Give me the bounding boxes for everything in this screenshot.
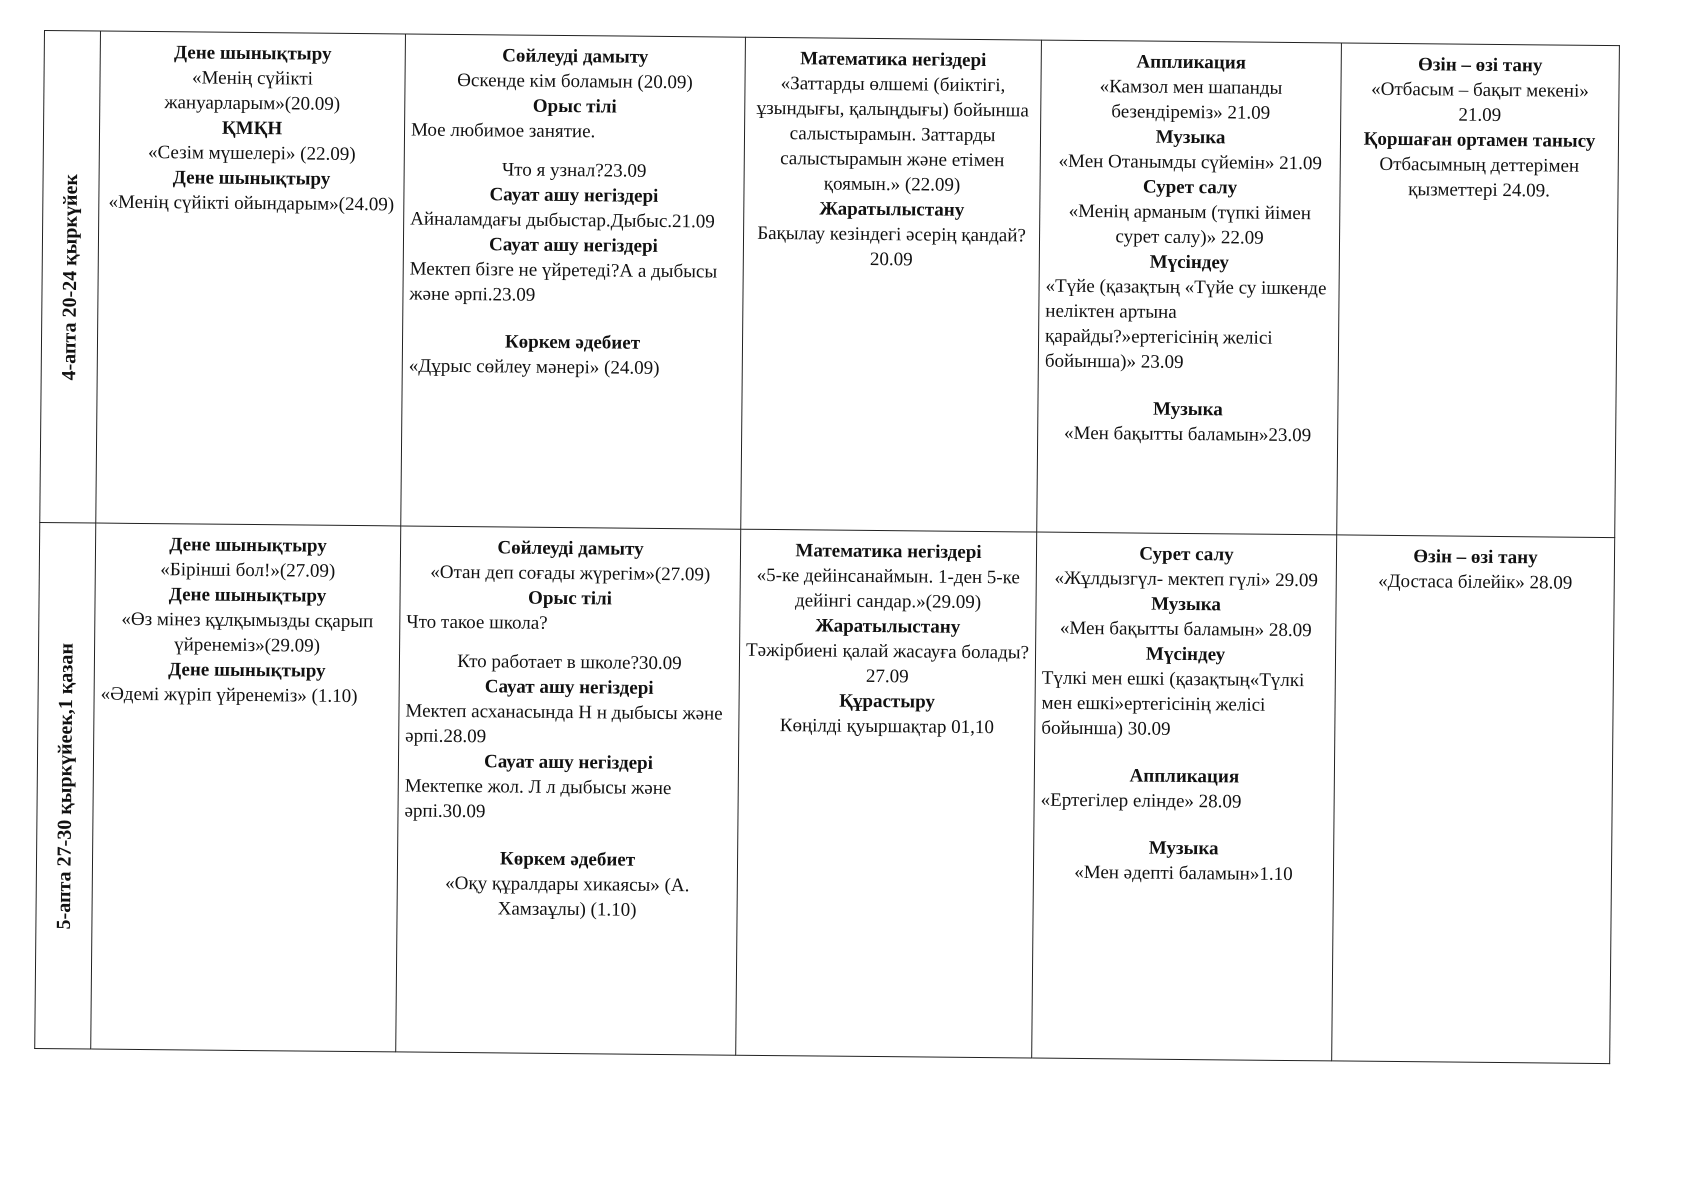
cell-physical-education bbox=[91, 523, 401, 1052]
subject-title: Дене шынықтыру bbox=[168, 659, 326, 682]
subject-title: Сөйлеуді дамыту bbox=[497, 537, 644, 560]
week-label: 5-апта 27-30 қыркүйеек,1 қазан bbox=[52, 642, 78, 929]
week-label-cell bbox=[40, 31, 101, 524]
week-label-cell bbox=[35, 522, 96, 1049]
cell-math-science bbox=[736, 529, 1037, 1058]
subject-title: Аппликация bbox=[1136, 51, 1247, 74]
lesson-topic: «Әдемі жүріп үйренеміз» (1.10) bbox=[100, 683, 358, 708]
subject-title: Сауат ашу негіздері bbox=[489, 184, 659, 207]
lesson-topic: «Оқу құралдары хикаясы» (А. Хамзаұлы) (1.10) bbox=[445, 872, 690, 921]
subject-title: Музыка bbox=[1152, 398, 1223, 421]
lesson-topic: «Өз мінез құлқымызды сқарып үйренеміз»(29.09) bbox=[121, 608, 374, 657]
subject-title: Орыс тілі bbox=[532, 95, 617, 118]
schedule-table-frame bbox=[34, 30, 1619, 1063]
subject-title: Өзін – өзі тану bbox=[1413, 546, 1538, 569]
lesson-topic: «Дұрыс сөйлеу мәнері» (24.09) bbox=[408, 355, 660, 379]
lesson-topic: «Сезім мүшелері» (22.09) bbox=[147, 142, 356, 165]
week-label: 4-апта 20-24 қыркүйек bbox=[57, 173, 82, 381]
lesson-topic: Айналамдағы дыбыстар.Дыбыс.21.09 bbox=[410, 208, 715, 233]
lesson-topic: Тәжірбиені қалай жасауға болады? 27.09 bbox=[745, 639, 1030, 688]
lesson-topic: Мектеп бізге не үйретеді?А а дыбысы және әрпі.23.09 bbox=[409, 258, 718, 306]
lesson-topic: «Менің сүйікті ойындарым»(24.09) bbox=[108, 191, 395, 216]
subject-title: Музыка bbox=[1151, 593, 1222, 616]
subject-title: Дене шынықтыру bbox=[168, 584, 327, 607]
lesson-topic: Өскенде кім боламын (20.09) bbox=[457, 69, 693, 94]
subject-title: Құрастыру bbox=[839, 690, 936, 713]
lesson-topic: Мектеп асханасында Н н дыбысы және әрпі.28.09 bbox=[405, 700, 723, 748]
lesson-topic: «Отбасым – бақыт мекені» 21.09 bbox=[1371, 78, 1589, 126]
subject-title: Аппликация bbox=[1129, 765, 1240, 788]
weekly-schedule-table bbox=[34, 30, 1620, 1064]
lesson-topic: «Достаса білейік» 28.09 bbox=[1378, 570, 1573, 594]
subject-title: Дене шынықтыру bbox=[172, 167, 331, 190]
lesson-topic: «Отан деп соғады жүрегім»(27.09) bbox=[430, 561, 711, 586]
lesson-topic: «Камзол мен шапанды безендіреміз» 21.09 bbox=[1099, 76, 1283, 124]
cell-speech-language bbox=[401, 34, 746, 529]
lesson-topic: «Бірінші бол!»(27.09) bbox=[160, 559, 336, 582]
subject-title: Орыс тілі bbox=[527, 587, 613, 610]
lesson-topic: Отбасымның деттерімен қызметтері 24.09. bbox=[1379, 153, 1580, 202]
subject-title: Математика негіздері bbox=[800, 48, 987, 72]
subject-title: Дене шынықтыру bbox=[173, 42, 332, 65]
lesson-topic: Что я узнал?23.09 bbox=[501, 159, 647, 182]
cell-speech-language bbox=[396, 526, 741, 1055]
subject-title: Сөйлеуді дамыту bbox=[502, 45, 649, 68]
subject-title: Сауат ашу негіздері bbox=[484, 676, 654, 699]
subject-title: Өзін – өзі тану bbox=[1417, 54, 1543, 77]
subject-title: Музыка bbox=[1155, 126, 1226, 149]
subject-title: Сауат ашу негіздері bbox=[483, 751, 654, 774]
lesson-topic: «Мен бақытты баламын»23.09 bbox=[1064, 422, 1312, 447]
lesson-topic: Мое любимое занятие. bbox=[410, 119, 596, 143]
lesson-topic: «Жұлдызгүл- мектеп гүлі» 29.09 bbox=[1054, 567, 1319, 592]
lesson-topic: «Ертегілер елінде» 28.09 bbox=[1040, 789, 1242, 813]
subject-title: Музыка bbox=[1148, 837, 1219, 860]
lesson-topic: «Мен әдепті баламын»1.10 bbox=[1074, 861, 1293, 886]
subject-title: Мүсіндеу bbox=[1149, 251, 1229, 274]
week-row bbox=[40, 31, 1620, 538]
lesson-topic: «5-ке дейінсанаймын. 1-ден 5-ке дейінгі сандар.»(29.09) bbox=[756, 564, 1020, 614]
lesson-topic: «Менің сүйікті жануарларым»(20.09) bbox=[164, 67, 341, 115]
cell-math-science bbox=[741, 37, 1042, 532]
lesson-topic: Что такое школа? bbox=[406, 611, 548, 634]
lesson-topic: «Мен Отанымды сүйемін» 21.09 bbox=[1058, 150, 1323, 175]
subject-title: Сурет салу bbox=[1139, 543, 1234, 566]
subject-title: Көркем әдебиет bbox=[504, 331, 641, 354]
lesson-topic: «Мен бақытты баламын» 28.09 bbox=[1059, 617, 1312, 642]
lesson-topic: «Түйе (қазақтың «Түйе су ішкенде неліктен артына қарайды?»ертегісінің желісі бойынша)» 23.09 bbox=[1044, 275, 1327, 373]
subject-title: Жаратылыстану bbox=[815, 615, 961, 638]
subject-title: ҚМҚН bbox=[221, 117, 283, 140]
subject-title: Дене шынықтыру bbox=[169, 534, 327, 557]
cell-art-music bbox=[1037, 40, 1342, 535]
subject-title: Сурет салу bbox=[1142, 176, 1238, 199]
lesson-topic: Мектепке жол. Л л дыбысы және әрпі.30.09 bbox=[404, 775, 672, 823]
cell-self-knowledge bbox=[1332, 535, 1615, 1064]
subject-title: Математика негіздері bbox=[795, 540, 982, 564]
subject-title: Мүсіндеу bbox=[1145, 643, 1226, 666]
lesson-topic: Көңілді қуыршақтар 01,10 bbox=[779, 715, 994, 739]
cell-physical-education bbox=[96, 31, 406, 526]
cell-self-knowledge bbox=[1337, 43, 1620, 538]
lesson-topic: «Менің арманым (түпкі йімен сурет салу)» 22.09 bbox=[1068, 200, 1312, 249]
lesson-topic: Бақылау кезіндегі әсерің қандай? 20.09 bbox=[757, 222, 1026, 271]
lesson-topic: «Заттарды өлшемі (биіктігі, ұзындығы, қалыңдығы) бойынша салыстырамын. Заттарды салыстырамын және етімен қоямын.» (22.09) bbox=[756, 73, 1029, 196]
subject-title: Қоршаған ортамен танысу bbox=[1363, 128, 1596, 152]
week-row bbox=[35, 522, 1615, 1063]
lesson-topic: Кто работает в школе?30.09 bbox=[457, 650, 682, 675]
subject-title: Жаратылыстану bbox=[819, 198, 965, 221]
lesson-topic: Түлкі мен ешкі (қазақтың«Түлкі мен ешкі»ертегісінің желісі бойынша) 30.09 bbox=[1041, 667, 1305, 740]
subject-title: Көркем әдебиет bbox=[499, 848, 636, 871]
subject-title: Сауат ашу негіздері bbox=[488, 234, 658, 257]
cell-art-music bbox=[1032, 532, 1337, 1061]
